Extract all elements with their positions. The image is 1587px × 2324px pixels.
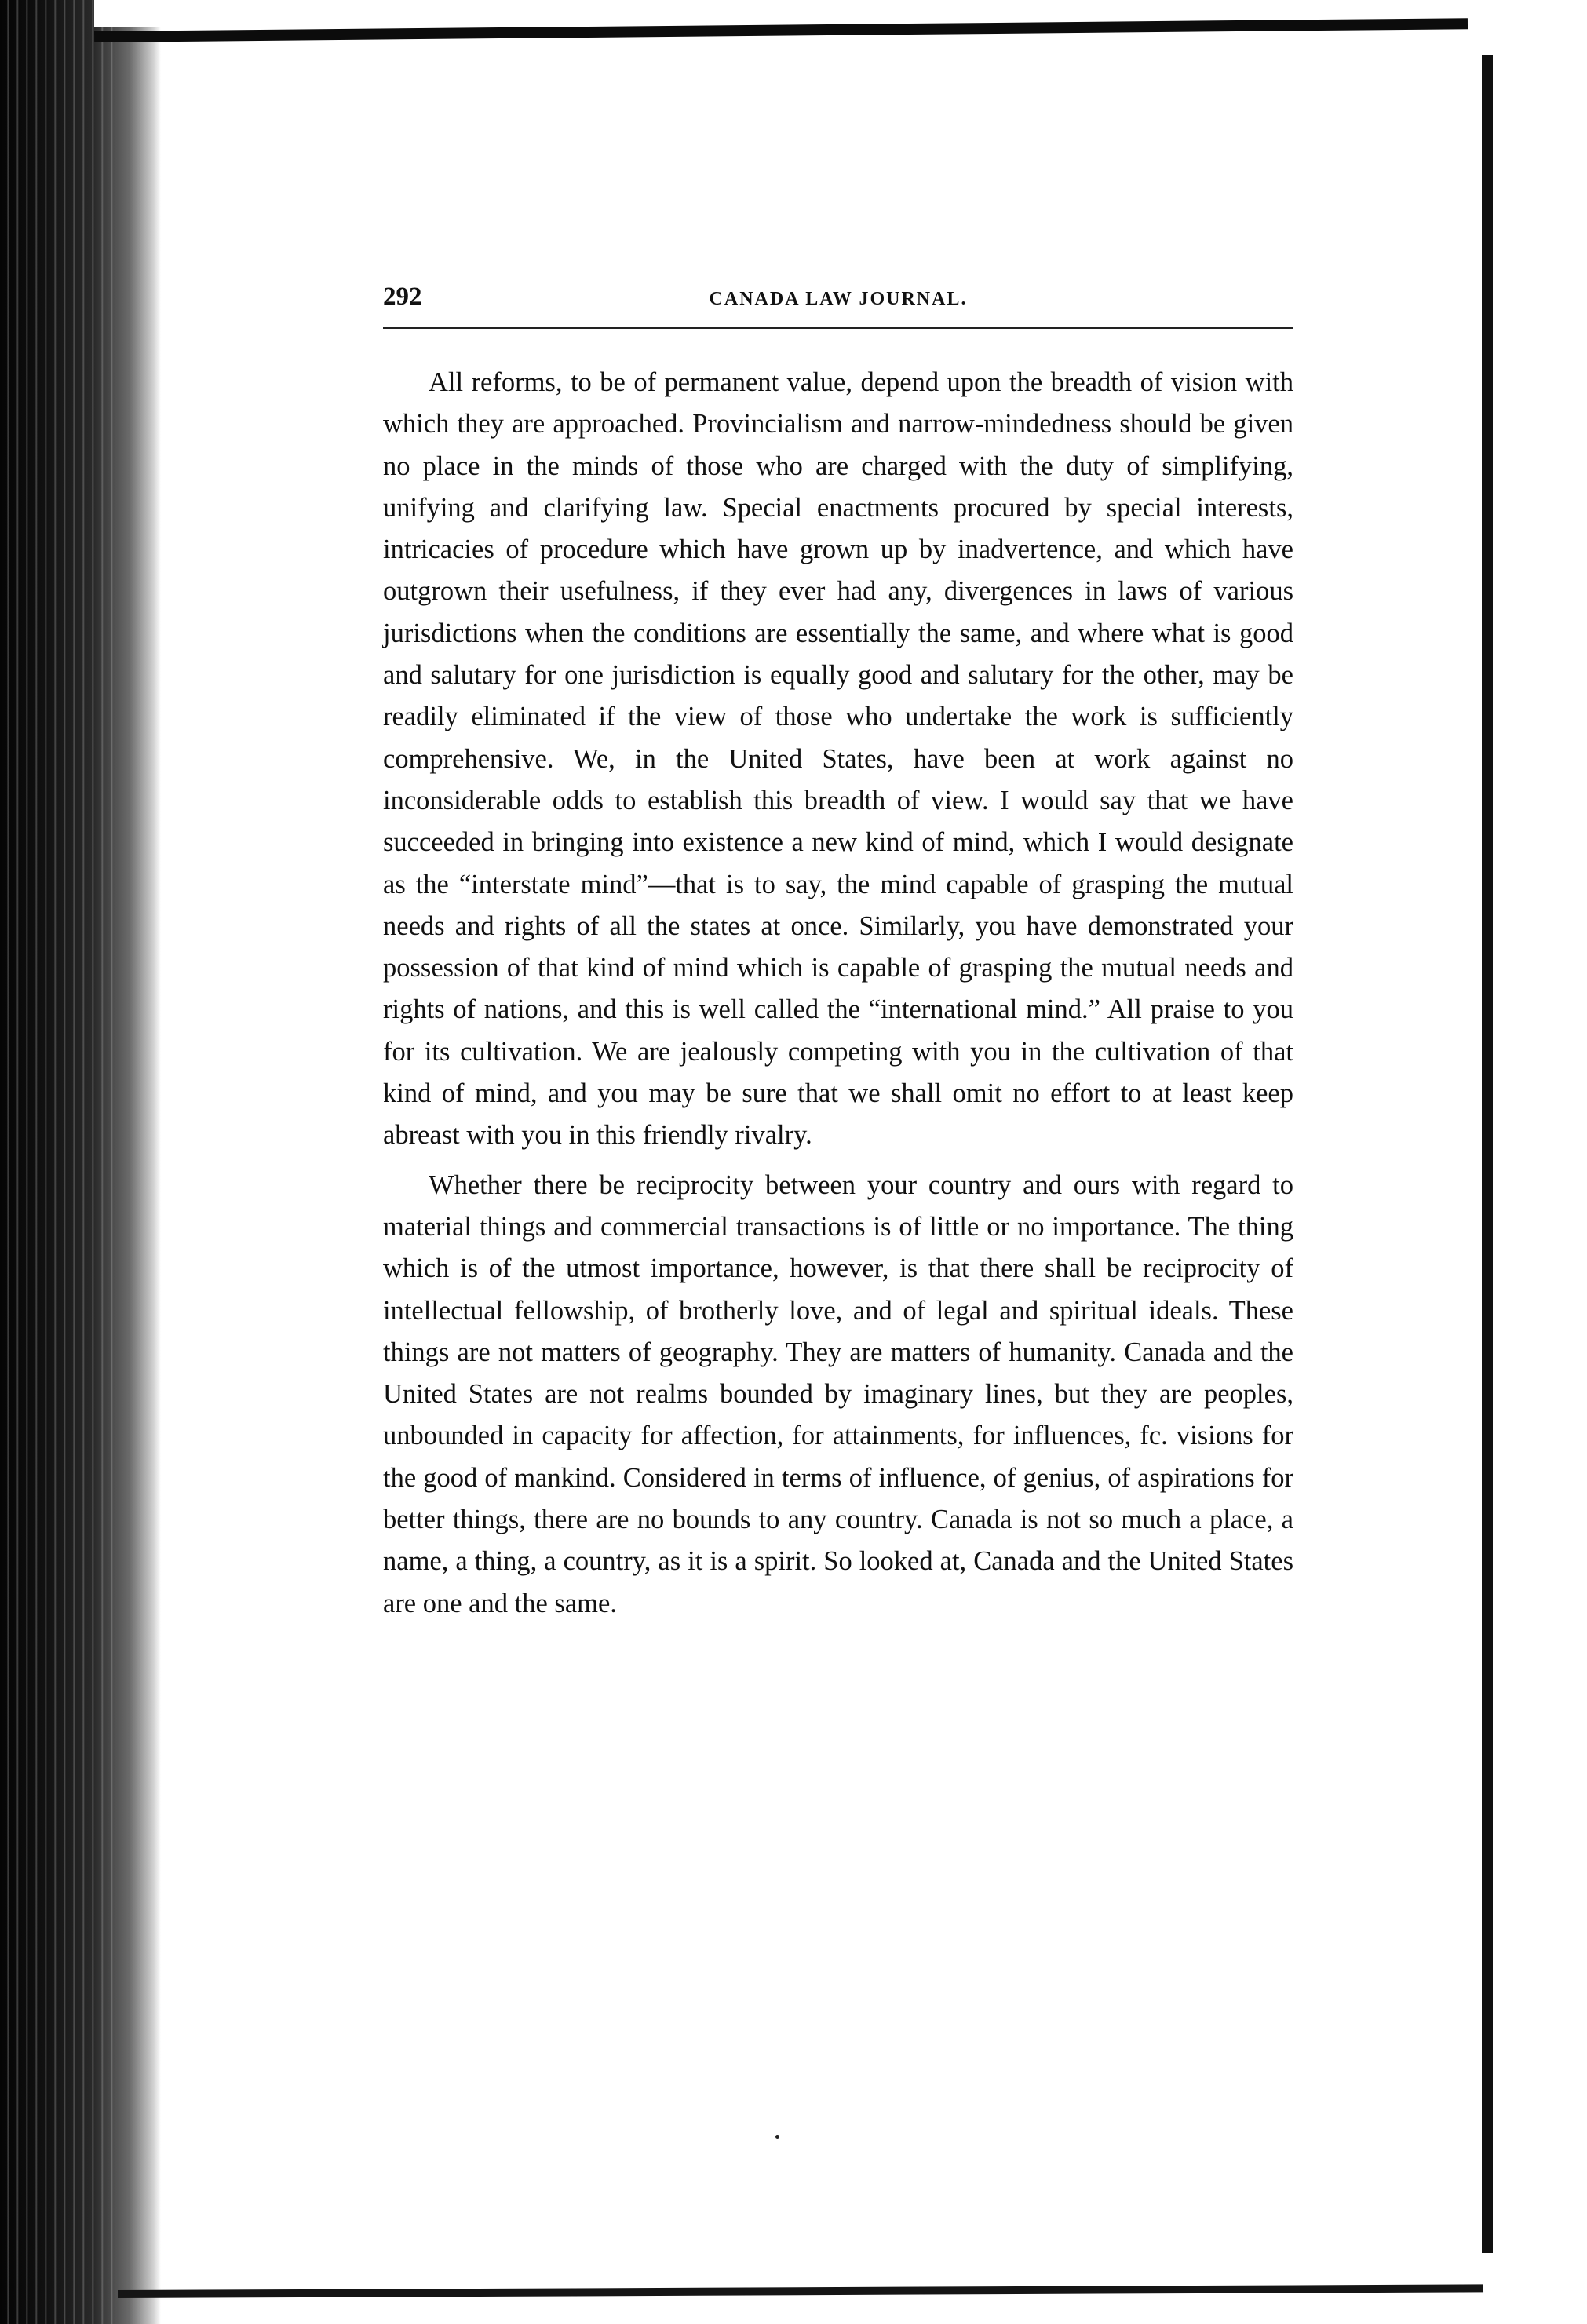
page-header [383,283,1293,329]
right-page-edge [1482,55,1493,2253]
ink-speck [775,2135,779,2139]
running-head: CANADA LAW JOURNAL. [709,289,968,309]
paragraph-2: Whether there be reciprocity between your country and ours with regard to material things and commercial transactions is of little or no importance. The thing which is of the utmost importance, however, is that there shall be reciprocity of intellectual fellowship, of brotherly love, and of legal and spiritual ideals. These things are not matters of geography. They are matters of humanity. Canada and the United States are not realms bounded by imaginary lines, but they are peoples, unbounded in capacity for affection, for attainments, for influences, fc. visions for the good of mankind. Considered in terms of influence, of genius, of aspirations for better things, there are no bounds to any country. Canada is not so much a place, a name, a thing, a country, as it is a spirit. So looked at, Canada and the United States are one and the same. [383,1169,1293,1618]
body-text [383,362,1293,1625]
bottom-page-edge [118,2284,1483,2298]
paragraph-1: All reforms, to be of permanent value, depend upon the breadth of vision with which they are approached. Provincialism and narrow-mindedness should be given no place in the minds of those who are charged with the duty of simplifying, unifying and clarifying law. Special enactments procured by special interests, intricacies of procedure which have grown up by inadvertence, and which have outgrown their usefulness, if they ever had any, divergences in laws of various jurisdictions when the conditions are essentially the same, and where what is good and salutary for one jurisdiction is equally good and salutary for the other, may be readily eliminated if the view of those who undertake the work is sufficiently comprehensive. We, in the United States, have been at work against no inconsiderable odds to establish this breadth of view. I would say that we have succeeded in bringing into existence a new kind of mind, which I would designate as the “interstate mind”—that is to say, the mind capable of grasping the mutual needs and rights of all the states at once. Similarly, you have demonstrated your possession of that kind of mind which is capable of grasping the mutual needs and rights of nations, and this is well called the “international mind.” All praise to you for its cultivation. We are jealously competing with you in the cultivation of that kind of mind, and you may be sure that we shall omit no effort to at least keep abreast with you in this friendly rivalry. [383,367,1293,1151]
journal-page [383,283,1293,1625]
binding-shadow [0,0,118,2324]
page-number: 292 [383,283,422,311]
right-scan-margin [1493,0,1587,2324]
